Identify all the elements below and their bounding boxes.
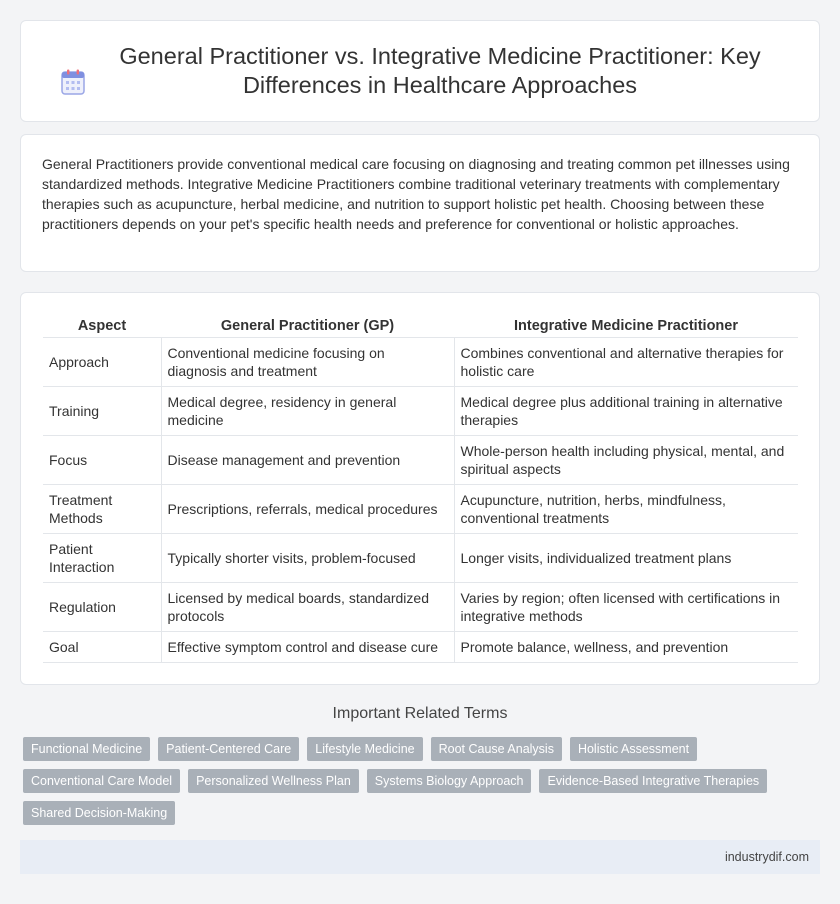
column-header-gp: General Practitioner (GP) <box>161 313 454 337</box>
column-header-aspect: Aspect <box>43 313 161 337</box>
row-integrative-value: Longer visits, individualized treatment plans <box>454 533 798 582</box>
row-gp-value: Typically shorter visits, problem-focused <box>161 533 454 582</box>
row-aspect: Focus <box>43 435 161 484</box>
table-row <box>43 484 798 533</box>
tag-lifestyle-medicine[interactable]: Lifestyle Medicine <box>307 737 422 761</box>
related-terms-tags <box>23 737 783 833</box>
row-aspect: Approach <box>43 337 161 386</box>
row-aspect: Regulation <box>43 582 161 631</box>
table-row <box>43 435 798 484</box>
row-aspect: Training <box>43 386 161 435</box>
table-header-row <box>43 313 798 337</box>
footer-site[interactable]: industrydif.com <box>724 850 809 864</box>
header-card <box>20 20 820 122</box>
tag-root-cause-analysis[interactable]: Root Cause Analysis <box>431 737 562 761</box>
title-wrap <box>60 42 780 100</box>
tag-systems-biology-approach[interactable]: Systems Biology Approach <box>367 769 532 793</box>
row-gp-value: Conventional medicine focusing on diagnosis and treatment <box>161 337 454 386</box>
tag-row <box>23 801 783 825</box>
related-terms-title: Important Related Terms <box>332 705 508 722</box>
tag-holistic-assessment[interactable]: Holistic Assessment <box>570 737 697 761</box>
row-integrative-value: Whole-person health including physical, mental, and spiritual aspects <box>454 435 798 484</box>
table-row <box>43 582 798 631</box>
row-integrative-value: Medical degree plus additional training in alternative therapies <box>454 386 798 435</box>
row-gp-value: Medical degree, residency in general medicine <box>161 386 454 435</box>
tag-evidence-based-integrative-therapies[interactable]: Evidence-Based Integrative Therapies <box>539 769 767 793</box>
tag-conventional-care-model[interactable]: Conventional Care Model <box>23 769 180 793</box>
row-integrative-value: Varies by region; often licensed with certifications in integrative methods <box>454 582 798 631</box>
row-gp-value: Prescriptions, referrals, medical procedures <box>161 484 454 533</box>
calendar-icon <box>60 68 86 96</box>
table-row <box>43 533 798 582</box>
row-gp-value: Effective symptom control and disease cure <box>161 631 454 662</box>
row-integrative-value: Acupuncture, nutrition, herbs, mindfulness, conventional treatments <box>454 484 798 533</box>
row-aspect: Treatment Methods <box>43 484 161 533</box>
tag-row <box>23 769 783 793</box>
tag-functional-medicine[interactable]: Functional Medicine <box>23 737 150 761</box>
page-title: General Practitioner vs. Integrative Medicine Practitioner: Key Differences in Healthcare Approaches <box>119 43 761 98</box>
comparison-table-card <box>20 292 820 685</box>
row-gp-value: Disease management and prevention <box>161 435 454 484</box>
comparison-table <box>43 313 798 663</box>
intro-card <box>20 134 820 272</box>
row-aspect: Goal <box>43 631 161 662</box>
row-integrative-value: Combines conventional and alternative therapies for holistic care <box>454 337 798 386</box>
column-header-integrative: Integrative Medicine Practitioner <box>454 313 798 337</box>
intro-text: General Practitioners provide conventional medical care focusing on diagnosing and treating common pet illnesses using standardized methods. Integrative Medicine Practitioners combine traditional veterinary treatments with complementary therapies such as acupuncture, herbal medicine, and nutrition to support holistic pet health. Choosing between these practitioners depends on your pet's specific health needs and preference for conventional or holistic approaches. <box>42 156 790 232</box>
table-row <box>43 337 798 386</box>
table-row <box>43 386 798 435</box>
tag-row <box>23 737 783 761</box>
footer <box>20 840 820 874</box>
row-aspect: Patient Interaction <box>43 533 161 582</box>
row-integrative-value: Promote balance, wellness, and prevention <box>454 631 798 662</box>
table-row <box>43 631 798 662</box>
tag-shared-decision-making[interactable]: Shared Decision-Making <box>23 801 175 825</box>
row-gp-value: Licensed by medical boards, standardized protocols <box>161 582 454 631</box>
tag-personalized-wellness-plan[interactable]: Personalized Wellness Plan <box>188 769 359 793</box>
tag-patient-centered-care[interactable]: Patient-Centered Care <box>158 737 299 761</box>
